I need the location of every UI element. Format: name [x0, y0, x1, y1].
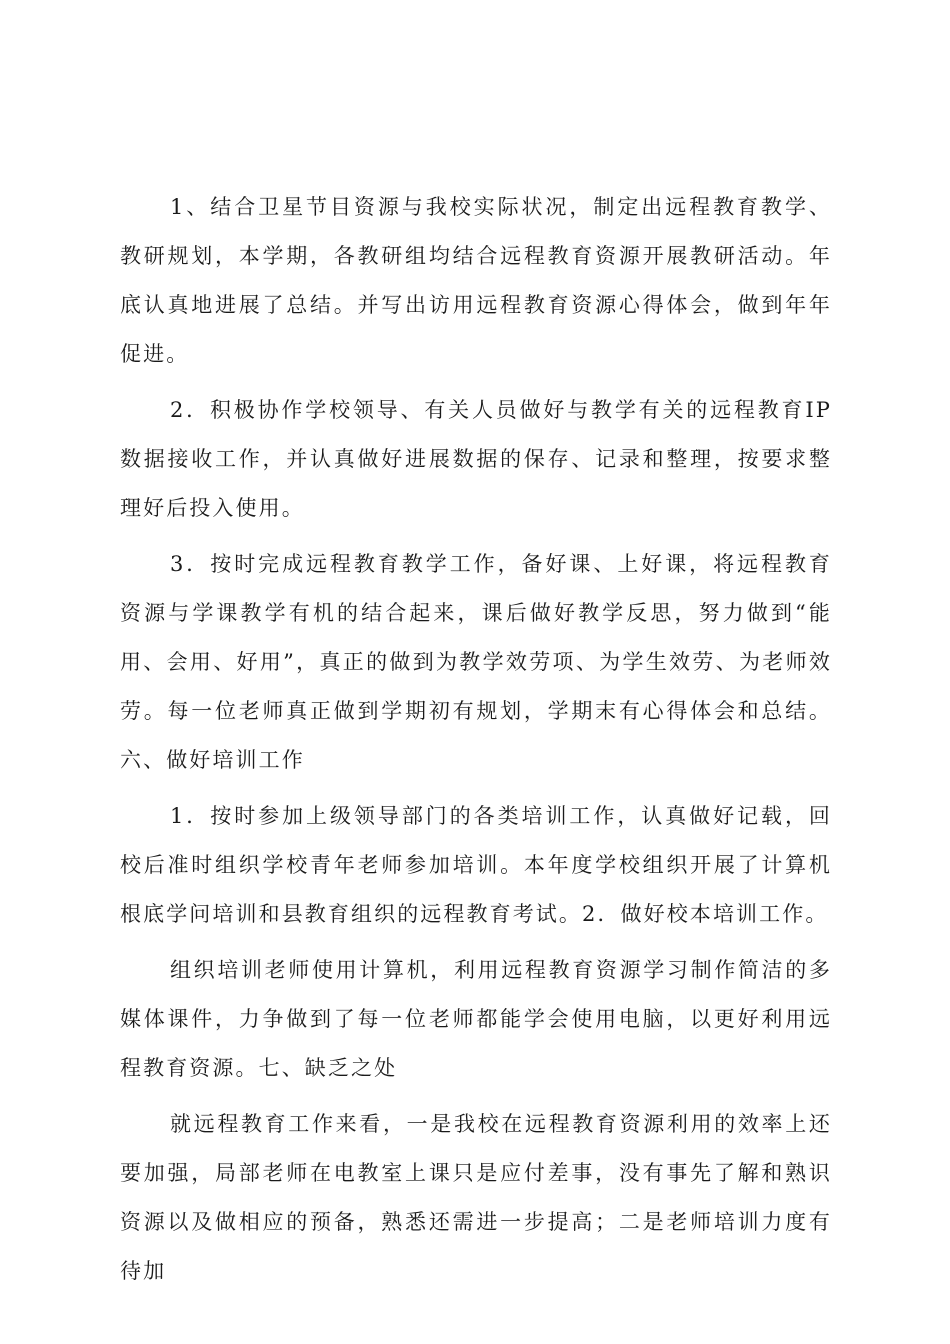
paragraph-2: 2．积极协作学校领导、有关人员做好与教学有关的远程教育IP数据接收工作，并认真做好进展数据的保存、记录和整理，按要求整理好后投入使用。: [120, 398, 832, 520]
paragraph-6: 就远程教育工作来看，一是我校在远程教育资源利用的效率上还要加强，局部老师在电教室上课只是应付差事，没有事先了解和熟识资源以及做相应的预备，熟悉还需进一步提高；二是老师培训力度有待加: [120, 1112, 832, 1283]
document-body: [120, 183, 832, 1303]
paragraph-3: 3．按时完成远程教育教学工作，备好课、上好课，将远程教育资源与学课教学有机的结合起来，课后做好教学反思，努力做到“能用、会用、好用”，真正的做到为教学效劳项、为学生效劳、为老师效劳。每一位老师真正做到学期初有规划，学期末有心得体会和总结。六、做好培训工作: [120, 552, 832, 772]
paragraph-4: 1．按时参加上级领导部门的各类培训工作，认真做好记载，回校后准时组织学校青年老师参加培训。本年度学校组织开展了计算机根底学问培训和县教育组织的远程教育考试。2．做好校本培训工作。: [120, 804, 832, 926]
paragraph-5: 组织培训老师使用计算机，利用远程教育资源学习制作简洁的多媒体课件，力争做到了每一位老师都能学会使用电脑，以更好利用远程教育资源。七、缺乏之处: [120, 958, 832, 1080]
paragraph-1: 1、结合卫星节目资源与我校实际状况，制定出远程教育教学、教研规划，本学期，各教研组均结合远程教育资源开展教研活动。年底认真地进展了总结。并写出访用远程教育资源心得体会，做到年年促进。: [120, 195, 832, 366]
